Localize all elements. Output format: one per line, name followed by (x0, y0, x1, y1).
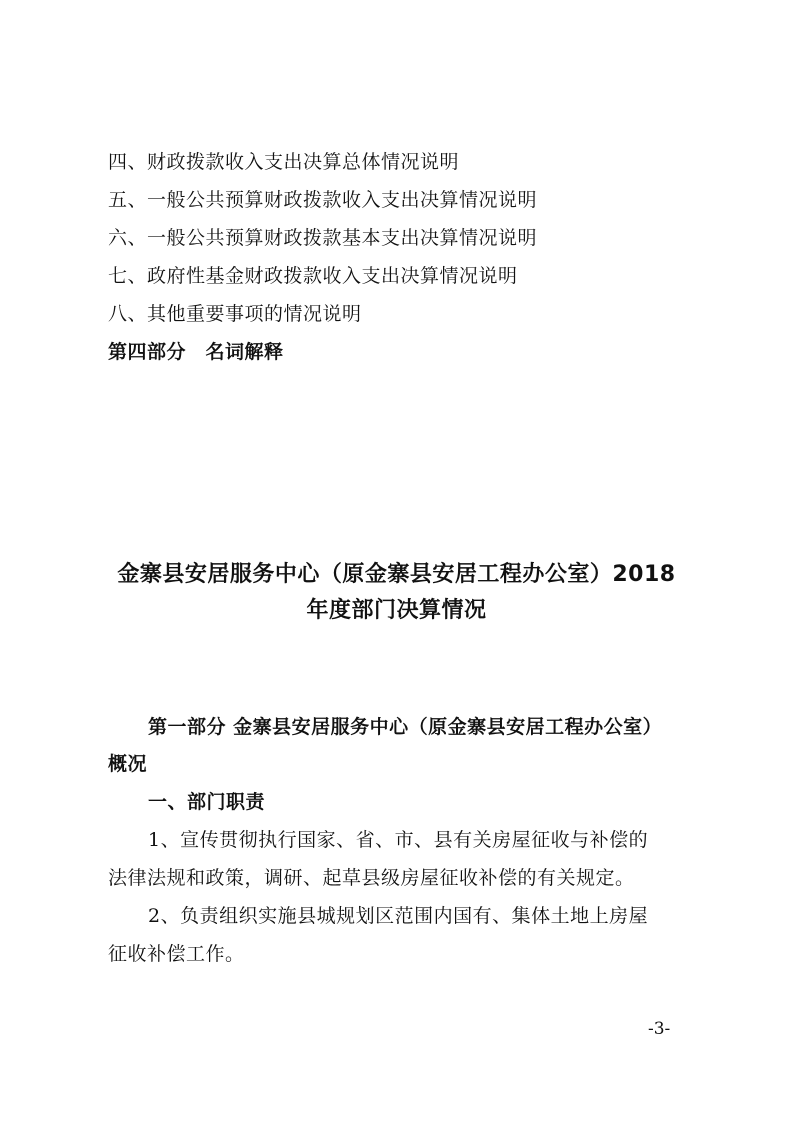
part1-heading-line2: 概况 (108, 753, 148, 775)
toc-item-8: 八、其他重要事项的情况说明 (108, 303, 362, 325)
doc-title-line2: 年度部门决算情况 (306, 598, 487, 623)
part1-heading-line1: 第一部分 金寨县安居服务中心（原金寨县安居工程办公室） (148, 716, 663, 738)
toc-item-4: 四、财政拨款收入支出决算总体情况说明 (108, 151, 460, 173)
para2-line2: 征收补偿工作。 (108, 943, 245, 965)
toc-item-6: 六、一般公共预算财政拨款基本支出决算情况说明 (108, 227, 538, 249)
toc-part4: 第四部分 名词解释 (108, 341, 284, 363)
doc-title-line1: 金寨县安居服务中心（原金寨县安居工程办公室）2018 (117, 562, 676, 587)
toc-item-5: 五、一般公共预算财政拨款收入支出决算情况说明 (108, 189, 538, 211)
page-number: -3- (648, 1019, 671, 1039)
part1-subheading: 一、部门职责 (148, 791, 266, 813)
para1-line2: 法律法规和政策，调研、起草县级房屋征收补偿的有关规定。 (108, 867, 635, 889)
para1-line1: 1、宣传贯彻执行国家、省、市、县有关房屋征收与补偿的 (148, 829, 649, 851)
toc-item-7: 七、政府性基金财政拨款收入支出决算情况说明 (108, 265, 518, 287)
para2-line1: 2、负责组织实施县城规划区范围内国有、集体土地上房屋 (148, 905, 649, 927)
